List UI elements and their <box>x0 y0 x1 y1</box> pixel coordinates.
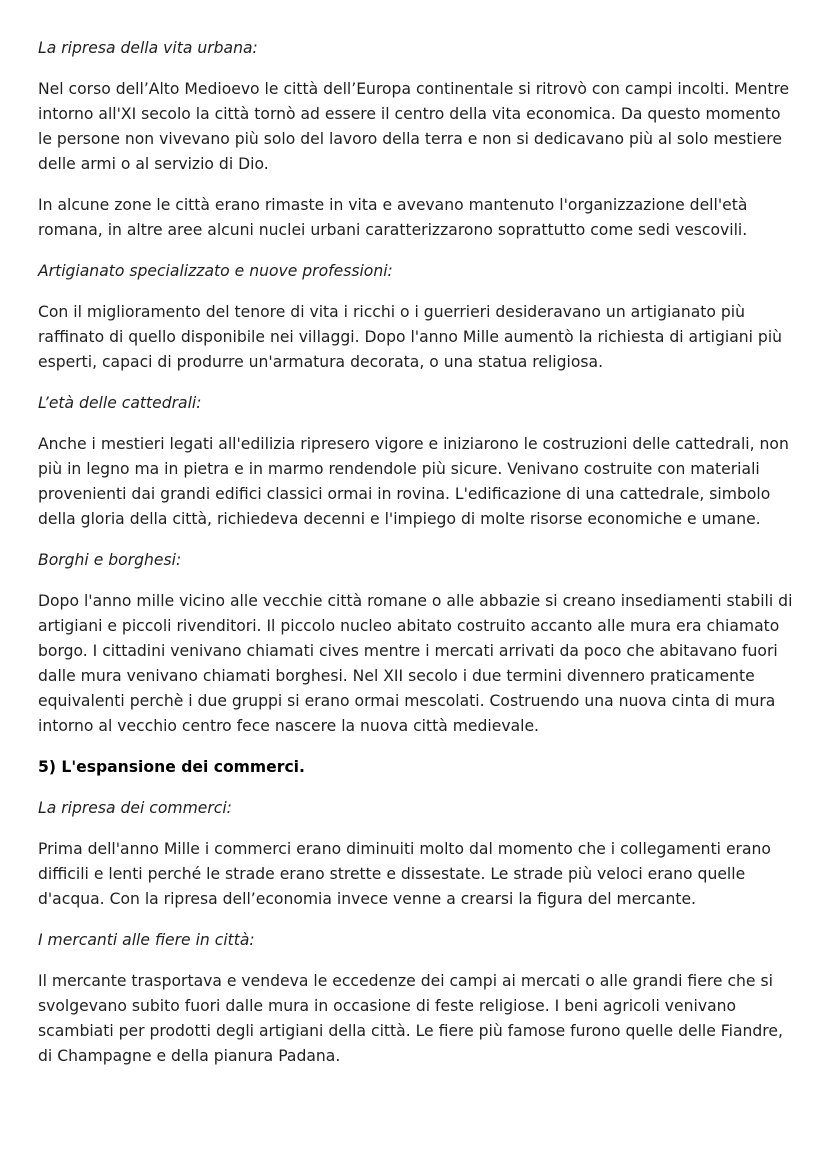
paragraph-cattedrali: Anche i mestieri legati all'edilizia ripresero vigore e iniziarono le costruzioni delle cattedrali, non più in legno ma in pietra e in marmo rendendole più sicure. Venivano costruite con materiali provenienti dai grandi edifici classici ormai in rovina. L'edificazione di una cattedrale, simbolo della gloria della città, richiedeva decenni e l'impiego di molte risorse economiche e umane. <box>38 435 789 528</box>
subheading-borghi: Borghi e borghesi: <box>38 551 182 569</box>
subheading-ripresa-commerci: La ripresa dei commerci: <box>38 799 232 817</box>
paragraph-borghi: Dopo l'anno mille vicino alle vecchie città romane o alle abbazie si creano insediamenti stabili di artigiani e piccoli rivenditori. Il piccolo nucleo abitato costruito accanto alle mura era chiamato borgo. I cittadini venivano chiamati cives mentre i mercati arrivati da poco che abitavano fuori dalle mura venivano chiamati borghesi. Nel XII secolo i due termini divennero praticamente equivalenti perchè i due gruppi si erano ormai mescolati. Costruendo una nuova cinta di mura intorno al vecchio centro fece nascere la nuova città medievale. <box>38 592 793 735</box>
section-heading-espansione-commerci: 5) L'espansione dei commerci. <box>38 758 305 776</box>
paragraph-artigianato: Con il miglioramento del tenore di vita i ricchi o i guerrieri desideravano un artigianato più raffinato di quello disponibile nei villaggi. Dopo l'anno Mille aumentò la richiesta di artigiani più esperti, capaci di produrre un'armatura decorata, o una statua religiosa. <box>38 303 783 371</box>
paragraph-ripresa-commerci: Prima dell'anno Mille i commerci erano diminuiti molto dal momento che i collegamenti erano difficili e lenti perché le strade erano strette e dissestate. Le strade più veloci erano quelle d'acqua. Con la ripresa dell’economia invece venne a crearsi la figura del mercante. <box>38 840 771 908</box>
paragraph-mercanti-fiere: Il mercante trasportava e vendeva le eccedenze dei campi ai mercati o alle grandi fiere che si svolgevano subito fuori dalle mura in occasione di feste religiose. I beni agricoli venivano scambiati per prodotti degli artigiani della città. Le fiere più famose furono quelle delle Fiandre, di Champagne e della pianura Padana. <box>38 972 783 1065</box>
subheading-artigianato: Artigianato specializzato e nuove professioni: <box>38 262 393 280</box>
subheading-mercanti-fiere: I mercanti alle fiere in città: <box>38 931 255 949</box>
paragraph-citta-romane: In alcune zone le città erano rimaste in vita e avevano mantenuto l'organizzazione dell'età romana, in altre aree alcuni nuclei urbani caratterizzarono soprattutto come sedi vescovili. <box>38 196 748 239</box>
subheading-vita-urbana: La ripresa della vita urbana: <box>38 39 258 57</box>
document-page <box>38 36 798 1085</box>
paragraph-alto-medioevo: Nel corso dell’Alto Medioevo le città dell’Europa continentale si ritrovò con campi incolti. Mentre intorno all'XI secolo la città tornò ad essere il centro della vita economica. Da questo momento le persone non vivevano più solo del lavoro della terra e non si dedicavano più al solo mestiere delle armi o al servizio di Dio. <box>38 80 790 173</box>
subheading-cattedrali: L’età delle cattedrali: <box>38 394 202 412</box>
